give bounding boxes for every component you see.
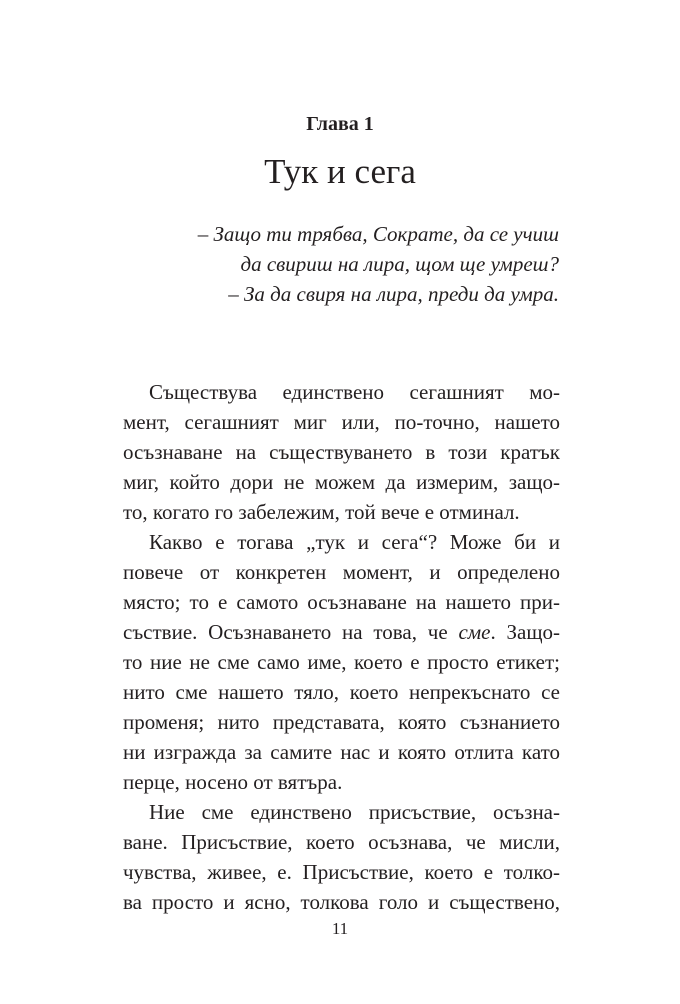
epigraph-line: да свириш на лира, щом ще умреш? bbox=[240, 252, 559, 276]
body-line: ване. Присъствие, което осъзнава, че мисли, bbox=[123, 830, 560, 854]
body-line: повече от конкретен момент, и определено bbox=[123, 560, 560, 584]
body-line: осъзнаване на съществуването в този кратък bbox=[123, 440, 560, 464]
body-line: място; то е самото осъзнаване на нашето при- bbox=[123, 590, 560, 614]
body-line-part: съствие. Осъзнаването на това, че bbox=[123, 620, 448, 644]
body-line: Съществува единствено сегашният мо- bbox=[149, 380, 560, 404]
body-line: чувства, живее, е. Присъствие, което е толко- bbox=[123, 860, 560, 884]
epigraph bbox=[99, 219, 559, 309]
emphasis: сме bbox=[458, 620, 491, 644]
body-line: перце, носено от вятъра. bbox=[123, 770, 343, 794]
body-line: миг, който дори не можем да измерим, защо- bbox=[123, 470, 560, 494]
body-line bbox=[123, 617, 560, 647]
body-line: Какво е тогава „тук и сега“? Може би и bbox=[149, 530, 560, 554]
body-line: нито сме нашето тяло, което непрекъснато се bbox=[123, 680, 560, 704]
chapter-label: Глава 1 bbox=[306, 113, 374, 135]
chapter-title: Тук и сега bbox=[264, 152, 416, 191]
body-line-part: . Защо- bbox=[490, 620, 561, 644]
body-line: ни изгражда за самите нас и която отлита като bbox=[123, 740, 560, 764]
body-line: променя; нито представата, която съзнанието bbox=[123, 710, 560, 734]
body-line: ва просто и ясно, толкова голо и съществено, bbox=[123, 890, 560, 914]
body-line: Ние сме единствено присъствие, осъзна- bbox=[149, 800, 560, 824]
body-line: то, когато го забележим, той вече е отминал. bbox=[123, 500, 520, 524]
body-line: то ние не сме само име, което е просто етикет; bbox=[123, 650, 560, 674]
epigraph-line: – Защо ти трябва, Сократе, да се учиш bbox=[197, 222, 559, 246]
epigraph-line: – За да свиря на лира, преди да умра. bbox=[228, 282, 559, 306]
page-number: 11 bbox=[331, 919, 349, 938]
body-line: мент, сегашният миг или, по-точно, нашето bbox=[123, 410, 560, 434]
